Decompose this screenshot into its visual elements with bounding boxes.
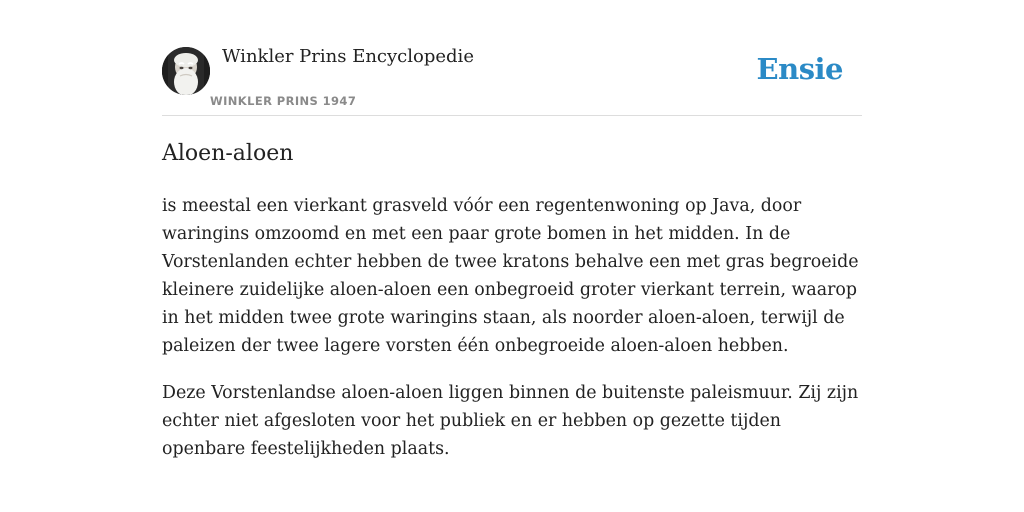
source-title[interactable]: Winkler Prins Encyclopedie — [222, 46, 474, 67]
article-paragraph-2: Deze Vorstenlandse aloen-aloen liggen binnen de buitenste paleismuur. Zij zijn echter niet afgesloten voor het publiek en er hebben op gezette tijden openbare feestelijkheden plaats. — [162, 383, 859, 459]
source-subtitle[interactable]: WINKLER PRINS 1947 — [210, 94, 357, 108]
source-avatar[interactable] — [162, 47, 210, 95]
page — [162, 0, 862, 459]
author-portrait-icon — [162, 47, 210, 95]
header — [162, 0, 862, 116]
article-paragraph-1: is meestal een vierkant grasveld vóór een regentenwoning op Java, door waringins omzoomd en met een paar grote bomen in het midden. In de Vorstenlanden echter hebben de twee kratons behalve een met gras begroeide kleinere zuidelijke aloen-aloen een onbegroeid groter vierkant terrein, waarop in het midden twee grote waringins staan, als noorder aloen-aloen, terwijl de paleizen der twee lagere vorsten één onbegroeide aloen-aloen hebben. — [162, 196, 859, 356]
brand-logo-link[interactable]: Ensie — [756, 52, 843, 86]
article-title: Aloen-aloen — [162, 141, 294, 166]
